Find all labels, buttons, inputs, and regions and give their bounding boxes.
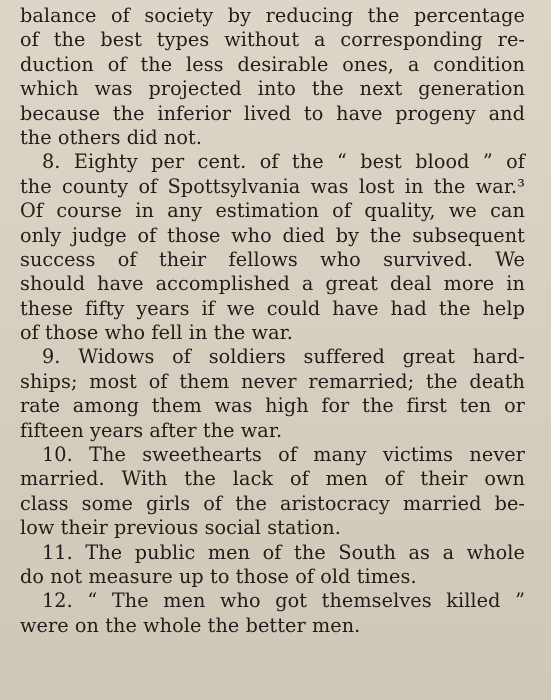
text-line: of those who fell in the war. [20,321,293,345]
text-line: were on the whole the better men. [20,613,361,637]
text-line: 10. The sweethearts of many victims never [42,443,525,467]
text-line: only judge of those who died by the subsequent [20,223,525,247]
text-line: should have accomplished a great deal more in [20,272,525,296]
text-line: the county of Spottsylvania was lost in the war.³ [20,174,525,198]
text-line: balance of society by reducing the percentage [20,4,525,27]
text-line: the others did not. [20,125,203,149]
text-line: 11. The public men of the South as a whole [42,540,525,564]
text-line: Of course in any estimation of quality, we can [20,199,525,223]
page-body-text [20,4,525,638]
text-line: low their previous social station. [20,516,341,540]
text-line: duction of the less desirable ones, a condition [20,52,525,76]
text-line: 12. “ The men who got themselves killed ” [42,589,525,613]
text-line: class some girls of the aristocracy married be- [20,491,525,515]
text-line: rate among them was high for the first ten or [20,394,525,418]
text-line: 8. Eighty per cent. of the “ best blood ” of [42,150,525,174]
text-line: which was projected into the next generation [20,77,525,101]
text-line: fifteen years after the war. [20,418,283,442]
text-line: do not measure up to those of old times. [20,564,417,588]
text-line: married. With the lack of men of their own [20,467,525,491]
text-line: ships; most of them never remarried; the death [20,369,525,393]
text-line: because the inferior lived to have progeny and [20,101,525,125]
text-line: of the best types without a corresponding re- [20,28,525,52]
text-line: these fifty years if we could have had the help [20,296,525,320]
text-line: 9. Widows of soldiers suffered great hard- [42,345,525,369]
text-line: success of their fellows who survived. We [20,247,525,271]
